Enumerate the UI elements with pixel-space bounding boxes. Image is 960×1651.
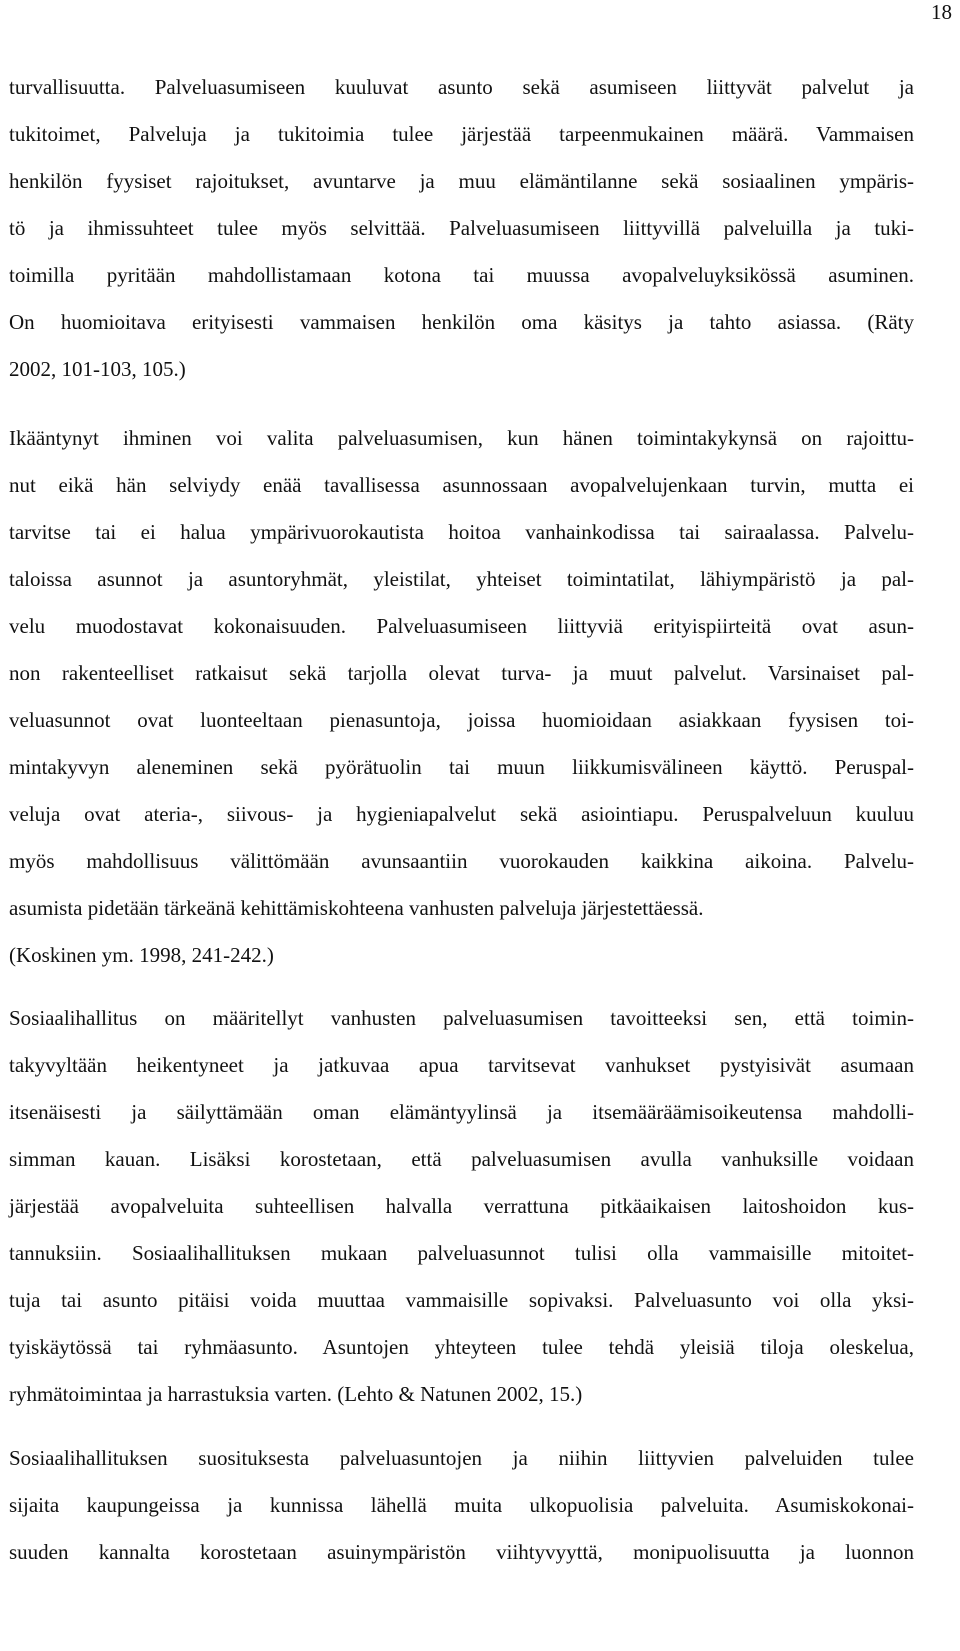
paragraph-location-recommendation (9, 1435, 914, 1576)
text-line: ryhmätoimintaa ja harrastuksia varten. (Lehto & Natunen 2002, 15.) (9, 1382, 583, 1406)
paragraph-sosiaalihallitus-goals (9, 995, 914, 1418)
text-line: Sosiaalihallituksen suosituksesta palveluasuntojen ja niihin liittyvien palveluiden tulee (9, 1446, 914, 1470)
text-line: tuja tai asunto pitäisi voida muuttaa vammaisille sopivaksi. Palveluasunto voi olla yksi- (9, 1288, 914, 1312)
text-line: simman kauan. Lisäksi korostetaan, että palveluasumisen avulla vanhuksille voidaan (9, 1147, 914, 1171)
text-line: suuden kannalta korostetaan asuinympäristön viihtyvyyttä, monipuolisuutta ja luonnon (9, 1540, 914, 1564)
paragraph-elderly-service-housing (9, 415, 914, 979)
text-line: myös mahdollisuus välittömään avunsaantiin vuorokauden kaikkina aikoina. Palvelu- (9, 849, 914, 873)
text-line: velu muodostavat kokonaisuuden. Palveluasumiseen liittyviä erityispiirteitä ovat asun- (9, 614, 914, 638)
text-line: turvallisuutta. Palveluasumiseen kuuluvat asunto sekä asumiseen liittyvät palvelut ja (9, 75, 914, 99)
text-line: veluja ovat ateria-, siivous- ja hygieniapalvelut sekä asiointiapu. Peruspalveluun kuuluu (9, 802, 914, 826)
page-number: 18 (931, 0, 952, 24)
text-line: toimilla pyritään mahdollistamaan kotona tai muussa avopalveluyksikössä asuminen. (9, 263, 914, 287)
text-line: veluasunnot ovat luonteeltaan pienasuntoja, joissa huomioidaan asiakkaan fyysisen toi- (9, 708, 914, 732)
text-line: tukitoimet, Palveluja ja tukitoimia tulee järjestää tarpeenmukainen määrä. Vammaisen (9, 122, 914, 146)
text-line: henkilön fyysiset rajoitukset, avuntarve ja muu elämäntilanne sekä sosiaalinen ympäris- (9, 169, 914, 193)
text-line: sijaita kaupungeissa ja kunnissa lähellä muita ulkopuolisia palveluita. Asumiskokonai- (9, 1493, 914, 1517)
text-line: Sosiaalihallitus on määritellyt vanhusten palveluasumisen tavoitteeksi sen, että toimin- (9, 1006, 914, 1030)
text-line: itsenäisesti ja säilyttämään oman elämäntyylinsä ja itsemääräämisoikeutensa mahdolli- (9, 1100, 914, 1124)
text-line: tarvitse tai ei halua ympärivuorokautista hoitoa vanhainkodissa tai sairaalassa. Palvelu- (9, 520, 914, 544)
text-line: (Koskinen ym. 1998, 241-242.) (9, 943, 274, 967)
text-line: 2002, 101-103, 105.) (9, 357, 186, 381)
text-line: nut eikä hän selviydy enää tavallisessa asunnossaan avopalvelujenkaan turvin, mutta ei (9, 473, 914, 497)
text-line: tyiskäytössä tai ryhmäasunto. Asuntojen yhteyteen tulee tehdä yleisiä tiloja oleskelua, (9, 1335, 914, 1359)
text-line: tannuksiin. Sosiaalihallituksen mukaan palveluasunnot tulisi olla vammaisille mitoitet- (9, 1241, 914, 1265)
text-line: mintakyvyn aleneminen sekä pyörätuolin tai muun liikkumisvälineen käyttö. Peruspal- (9, 755, 914, 779)
text-line: Ikääntynyt ihminen voi valita palveluasumisen, kun hänen toimintakykynsä on rajoittu- (9, 426, 914, 450)
text-line: takyvyltään heikentyneet ja jatkuvaa apua tarvitsevat vanhukset pystyisivät asumaan (9, 1053, 914, 1077)
text-line: asumista pidetään tärkeänä kehittämiskohteena vanhusten palveluja järjestettäessä. (9, 896, 704, 920)
text-line: tö ja ihmissuhteet tulee myös selvittää. Palveluasumiseen liittyvillä palveluilla ja tuki- (9, 216, 914, 240)
text-line: non rakenteelliset ratkaisut sekä tarjolla olevat turva- ja muut palvelut. Varsinaiset pal- (9, 661, 914, 685)
paragraph-housing-services (9, 64, 914, 393)
text-line: On huomioitava erityisesti vammaisen henkilön oma käsitys ja tahto asiassa. (Räty (9, 310, 914, 334)
text-line: järjestää avopalveluita suhteellisen halvalla verrattuna pitkäaikaisen laitoshoidon kus- (9, 1194, 914, 1218)
text-line: taloissa asunnot ja asuntoryhmät, yleistilat, yhteiset toimintatilat, lähiympäristö ja pal- (9, 567, 914, 591)
